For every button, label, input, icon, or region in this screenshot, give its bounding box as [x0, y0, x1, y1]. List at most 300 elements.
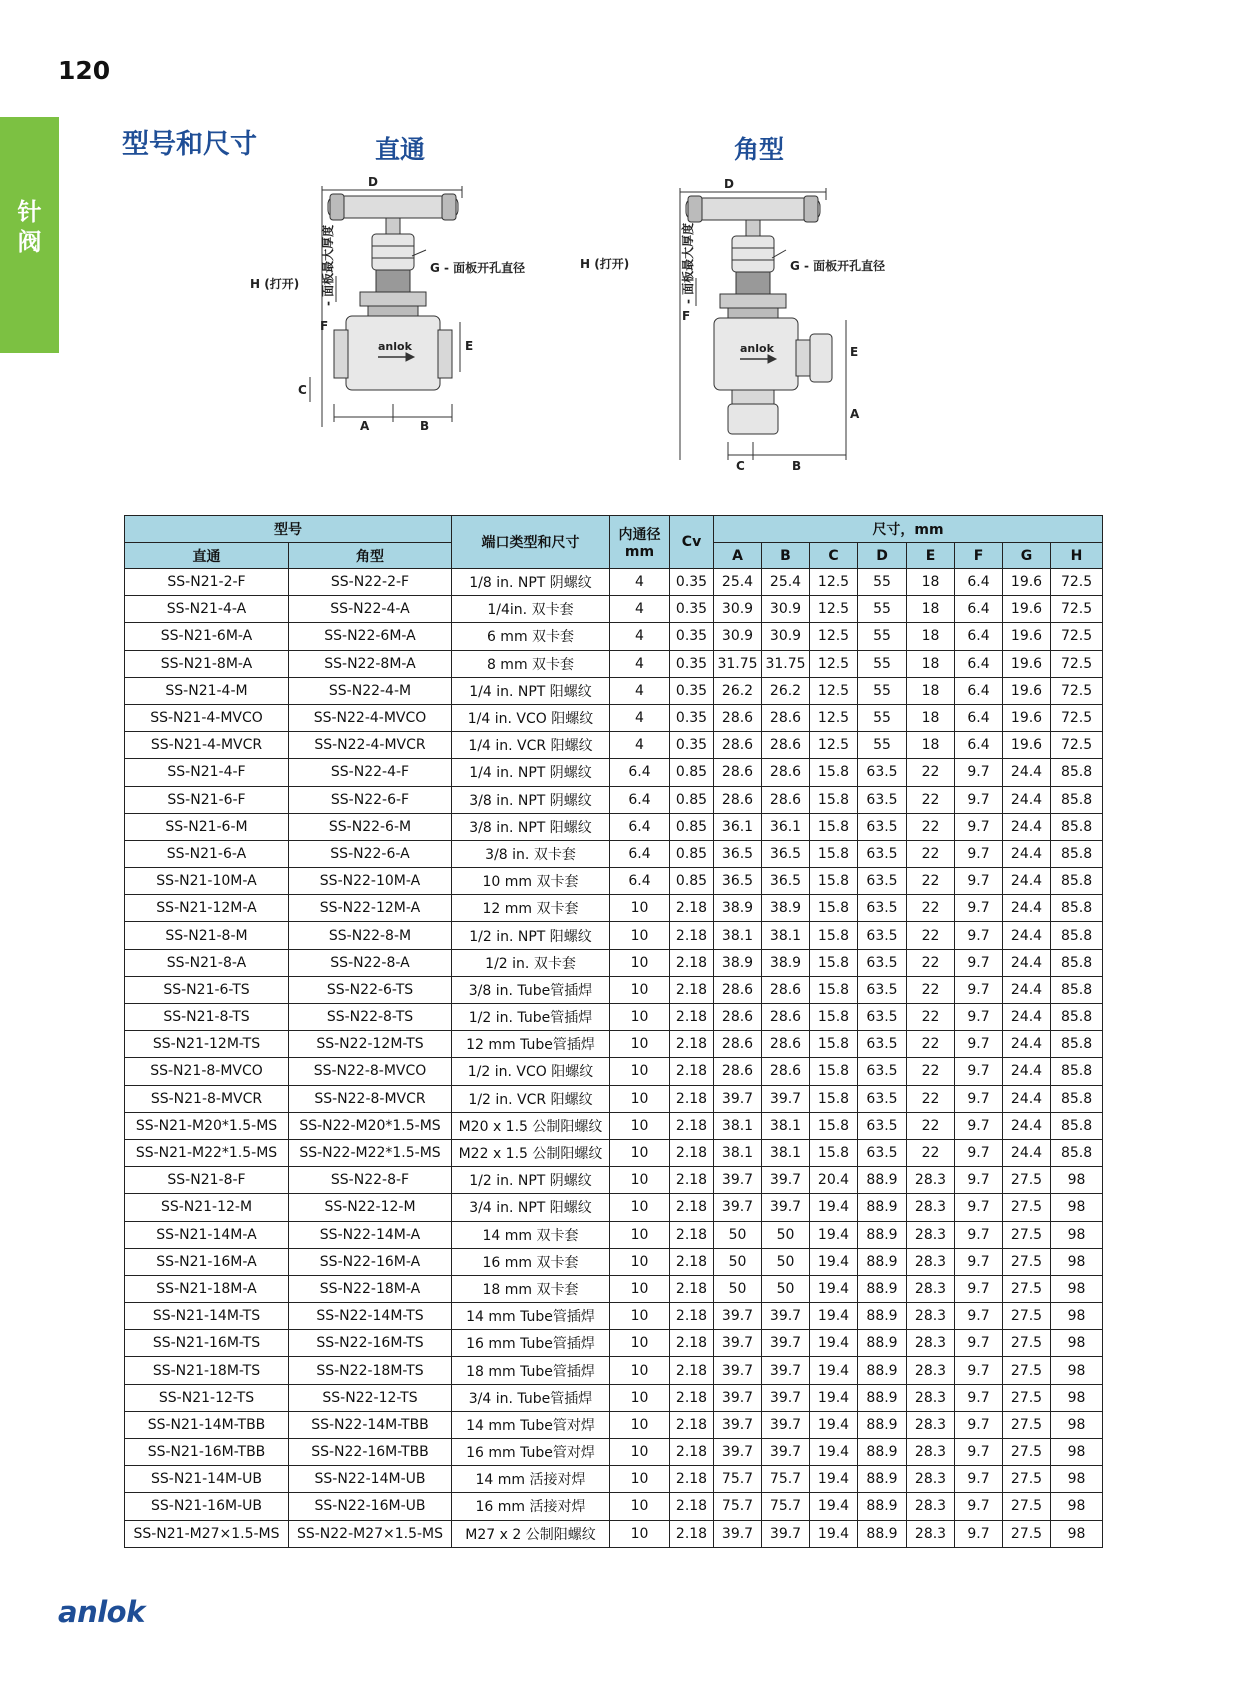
cell-dim-g: 27.5 [1003, 1439, 1051, 1466]
cell-dim-f: 9.7 [955, 1357, 1003, 1384]
cell-dim-f: 9.7 [955, 1384, 1003, 1411]
cell-dim-g: 27.5 [1003, 1275, 1051, 1302]
cell-cv: 2.18 [670, 1031, 714, 1058]
cell-dim-f: 9.7 [955, 1493, 1003, 1520]
cell-dim-d: 63.5 [858, 949, 907, 976]
cell-bore: 10 [610, 895, 670, 922]
cell-port: 16 mm Tube管对焊 [452, 1439, 610, 1466]
cell-dim-d: 88.9 [858, 1167, 907, 1194]
cell-dim-c: 15.8 [810, 895, 858, 922]
cell-dim-b: 38.1 [762, 1139, 810, 1166]
cell-dim-h: 98 [1051, 1466, 1103, 1493]
cell-cv: 2.18 [670, 1058, 714, 1085]
cell-dim-g: 27.5 [1003, 1384, 1051, 1411]
cell-dim-f: 9.7 [955, 813, 1003, 840]
cell-dim-c: 19.4 [810, 1248, 858, 1275]
cell-dim-g: 24.4 [1003, 759, 1051, 786]
cell-dim-a: 38.9 [714, 895, 762, 922]
side-tab [0, 117, 59, 353]
cell-dim-a: 38.1 [714, 1112, 762, 1139]
table-row [125, 949, 1103, 976]
cell-dim-b: 50 [762, 1248, 810, 1275]
cell-straight-model: SS-N21-2-F [125, 569, 289, 596]
cell-cv: 0.85 [670, 786, 714, 813]
cell-dim-d: 88.9 [858, 1275, 907, 1302]
cell-straight-model: SS-N21-14M-TS [125, 1303, 289, 1330]
side-tab-char-2: 阀 [17, 228, 42, 256]
cell-dim-c: 19.4 [810, 1330, 858, 1357]
cell-angle-model: SS-N22-14M-TBB [289, 1411, 452, 1438]
cell-dim-a: 28.6 [714, 1058, 762, 1085]
cell-dim-h: 85.8 [1051, 949, 1103, 976]
cell-dim-e: 28.3 [907, 1330, 955, 1357]
table-row [125, 1221, 1103, 1248]
cell-dim-h: 85.8 [1051, 1058, 1103, 1085]
cell-dim-h: 85.8 [1051, 1031, 1103, 1058]
cell-port: 16 mm 活接对焊 [452, 1493, 610, 1520]
cell-dim-h: 98 [1051, 1411, 1103, 1438]
cell-dim-f: 9.7 [955, 1520, 1003, 1547]
table-row [125, 1085, 1103, 1112]
cell-dim-b: 39.7 [762, 1330, 810, 1357]
cell-dim-g: 24.4 [1003, 840, 1051, 867]
cell-dim-b: 28.6 [762, 704, 810, 731]
header-dim-f: F [955, 543, 1003, 569]
cell-cv: 2.18 [670, 1194, 714, 1221]
cell-bore: 6.4 [610, 868, 670, 895]
table-row [125, 1303, 1103, 1330]
cell-dim-e: 28.3 [907, 1167, 955, 1194]
cell-dim-b: 26.2 [762, 677, 810, 704]
label-e: E [465, 339, 474, 353]
header-dims: 尺寸，mm [714, 516, 1103, 543]
cell-dim-a: 38.9 [714, 949, 762, 976]
cell-dim-d: 63.5 [858, 840, 907, 867]
cell-dim-e: 18 [907, 596, 955, 623]
cell-cv: 2.18 [670, 1439, 714, 1466]
cell-straight-model: SS-N21-8-F [125, 1167, 289, 1194]
cell-dim-e: 22 [907, 1031, 955, 1058]
table-row [125, 732, 1103, 759]
cell-dim-g: 24.4 [1003, 976, 1051, 1003]
cell-dim-h: 85.8 [1051, 976, 1103, 1003]
label-f: F [320, 319, 329, 333]
cell-bore: 10 [610, 1357, 670, 1384]
cell-dim-c: 19.4 [810, 1384, 858, 1411]
table-row [125, 1058, 1103, 1085]
cell-dim-e: 28.3 [907, 1357, 955, 1384]
label-a: A [360, 419, 370, 433]
cell-dim-e: 28.3 [907, 1221, 955, 1248]
cell-dim-b: 25.4 [762, 569, 810, 596]
cell-cv: 2.18 [670, 1221, 714, 1248]
cell-dim-g: 19.6 [1003, 569, 1051, 596]
table-row [125, 840, 1103, 867]
cell-port: 16 mm Tube管插焊 [452, 1330, 610, 1357]
cell-dim-g: 19.6 [1003, 704, 1051, 731]
header-bore [610, 516, 670, 569]
cell-angle-model: SS-N22-18M-A [289, 1275, 452, 1302]
cell-dim-c: 19.4 [810, 1411, 858, 1438]
page-number: 120 [58, 56, 111, 85]
cell-bore: 10 [610, 1411, 670, 1438]
cell-straight-model: SS-N21-10M-A [125, 868, 289, 895]
cell-dim-d: 63.5 [858, 786, 907, 813]
cell-angle-model: SS-N22-12M-TS [289, 1031, 452, 1058]
cell-angle-model: SS-N22-4-M [289, 677, 452, 704]
cell-cv: 0.35 [670, 704, 714, 731]
table-row [125, 1466, 1103, 1493]
cell-dim-f: 9.7 [955, 976, 1003, 1003]
header-port: 端口类型和尺寸 [452, 516, 610, 569]
cell-angle-model: SS-N22-14M-TS [289, 1303, 452, 1330]
angle-diagram-title: 角型 [734, 135, 785, 164]
angle-label-h: H (打开) [580, 257, 630, 271]
cell-dim-c: 12.5 [810, 596, 858, 623]
cell-dim-h: 98 [1051, 1248, 1103, 1275]
cell-angle-model: SS-N22-8-TS [289, 1004, 452, 1031]
cell-dim-h: 98 [1051, 1194, 1103, 1221]
label-d: D [368, 175, 378, 189]
label-b: B [420, 419, 430, 433]
cell-dim-a: 28.6 [714, 732, 762, 759]
cell-dim-d: 88.9 [858, 1439, 907, 1466]
cell-dim-a: 28.6 [714, 976, 762, 1003]
cell-dim-b: 38.1 [762, 1112, 810, 1139]
cell-dim-f: 9.7 [955, 840, 1003, 867]
cell-dim-a: 25.4 [714, 569, 762, 596]
cell-dim-f: 6.4 [955, 704, 1003, 731]
cell-dim-h: 98 [1051, 1330, 1103, 1357]
cell-cv: 0.35 [670, 732, 714, 759]
cell-dim-h: 72.5 [1051, 596, 1103, 623]
cell-dim-b: 50 [762, 1221, 810, 1248]
cell-bore: 10 [610, 1248, 670, 1275]
cell-cv: 2.18 [670, 1112, 714, 1139]
cell-dim-c: 15.8 [810, 1112, 858, 1139]
cell-bore: 10 [610, 1194, 670, 1221]
cell-dim-c: 15.8 [810, 813, 858, 840]
header-straight: 直通 [125, 543, 289, 569]
cell-port: 1/4 in. NPT 阴螺纹 [452, 759, 610, 786]
cell-straight-model: SS-N21-4-MVCO [125, 704, 289, 731]
cell-dim-a: 39.7 [714, 1357, 762, 1384]
side-tab-char-1: 针 [17, 198, 42, 226]
table-row [125, 786, 1103, 813]
cell-dim-f: 9.7 [955, 1139, 1003, 1166]
table-row [125, 1384, 1103, 1411]
cell-dim-d: 55 [858, 569, 907, 596]
cell-dim-h: 85.8 [1051, 840, 1103, 867]
cell-dim-f: 9.7 [955, 786, 1003, 813]
cell-dim-h: 85.8 [1051, 786, 1103, 813]
cell-dim-f: 9.7 [955, 868, 1003, 895]
cell-dim-g: 27.5 [1003, 1221, 1051, 1248]
cell-port: 1/8 in. NPT 阴螺纹 [452, 569, 610, 596]
cell-dim-a: 39.7 [714, 1303, 762, 1330]
cell-straight-model: SS-N21-8-M [125, 922, 289, 949]
table-row [125, 1411, 1103, 1438]
cell-angle-model: SS-N22-6-F [289, 786, 452, 813]
cell-dim-d: 88.9 [858, 1221, 907, 1248]
cell-dim-a: 39.7 [714, 1194, 762, 1221]
cell-cv: 0.35 [670, 623, 714, 650]
cell-bore: 10 [610, 1330, 670, 1357]
cell-straight-model: SS-N21-14M-A [125, 1221, 289, 1248]
cell-angle-model: SS-N22-6-TS [289, 976, 452, 1003]
cell-port: 1/4 in. VCR 阳螺纹 [452, 732, 610, 759]
cell-dim-d: 63.5 [858, 976, 907, 1003]
cell-dim-a: 28.6 [714, 704, 762, 731]
spec-table-body [125, 569, 1103, 1548]
cell-bore: 10 [610, 1275, 670, 1302]
cell-dim-h: 72.5 [1051, 650, 1103, 677]
brand-logo: anlok [58, 1595, 145, 1629]
cell-port: 1/2 in. 双卡套 [452, 949, 610, 976]
table-row [125, 1493, 1103, 1520]
cell-dim-g: 24.4 [1003, 949, 1051, 976]
cell-dim-h: 72.5 [1051, 569, 1103, 596]
cell-dim-c: 12.5 [810, 623, 858, 650]
cell-straight-model: SS-N21-4-M [125, 677, 289, 704]
cell-dim-g: 27.5 [1003, 1330, 1051, 1357]
cell-bore: 10 [610, 1493, 670, 1520]
table-row [125, 677, 1103, 704]
cell-dim-a: 30.9 [714, 596, 762, 623]
cell-dim-g: 27.5 [1003, 1303, 1051, 1330]
cell-cv: 0.35 [670, 677, 714, 704]
cell-dim-e: 22 [907, 949, 955, 976]
cell-dim-c: 19.4 [810, 1194, 858, 1221]
cell-dim-c: 15.8 [810, 840, 858, 867]
cell-dim-f: 9.7 [955, 922, 1003, 949]
cell-dim-a: 75.7 [714, 1493, 762, 1520]
cell-angle-model: SS-N22-4-MVCR [289, 732, 452, 759]
angle-valve-diagram [580, 170, 940, 480]
cell-bore: 4 [610, 623, 670, 650]
cell-dim-a: 39.7 [714, 1520, 762, 1547]
cell-dim-g: 27.5 [1003, 1411, 1051, 1438]
cell-dim-e: 22 [907, 759, 955, 786]
cell-dim-a: 36.5 [714, 868, 762, 895]
cell-dim-c: 20.4 [810, 1167, 858, 1194]
cell-dim-g: 19.6 [1003, 677, 1051, 704]
cell-bore: 10 [610, 1167, 670, 1194]
header-dim-b: B [762, 543, 810, 569]
cell-bore: 10 [610, 1520, 670, 1547]
angle-label-a: A [850, 407, 860, 421]
cell-dim-g: 24.4 [1003, 1004, 1051, 1031]
cell-port: 3/8 in. NPT 阴螺纹 [452, 786, 610, 813]
cell-dim-a: 50 [714, 1221, 762, 1248]
cell-dim-h: 85.8 [1051, 1139, 1103, 1166]
table-row [125, 976, 1103, 1003]
cell-bore: 4 [610, 704, 670, 731]
cell-bore: 10 [610, 922, 670, 949]
cell-dim-e: 28.3 [907, 1411, 955, 1438]
cell-dim-d: 88.9 [858, 1411, 907, 1438]
table-row [125, 759, 1103, 786]
section-title: 型号和尺寸 [122, 129, 257, 160]
cell-angle-model: SS-N22-8-MVCR [289, 1085, 452, 1112]
table-row [125, 1112, 1103, 1139]
cell-cv: 2.18 [670, 1167, 714, 1194]
table-row [125, 623, 1103, 650]
cell-dim-g: 27.5 [1003, 1167, 1051, 1194]
cell-cv: 2.18 [670, 1466, 714, 1493]
cell-dim-h: 85.8 [1051, 1112, 1103, 1139]
cell-port: 14 mm Tube管插焊 [452, 1303, 610, 1330]
cell-bore: 6.4 [610, 840, 670, 867]
cell-dim-d: 63.5 [858, 1139, 907, 1166]
cell-dim-d: 55 [858, 596, 907, 623]
cell-dim-h: 98 [1051, 1384, 1103, 1411]
cell-dim-h: 72.5 [1051, 623, 1103, 650]
cell-dim-d: 63.5 [858, 868, 907, 895]
cell-dim-f: 6.4 [955, 569, 1003, 596]
cell-straight-model: SS-N21-6-A [125, 840, 289, 867]
cell-dim-e: 18 [907, 569, 955, 596]
cell-dim-d: 88.9 [858, 1520, 907, 1547]
cell-dim-g: 24.4 [1003, 1139, 1051, 1166]
cell-dim-h: 85.8 [1051, 922, 1103, 949]
angle-label-d: D [724, 177, 734, 191]
cell-cv: 2.18 [670, 1384, 714, 1411]
cell-dim-f: 9.7 [955, 1031, 1003, 1058]
cell-dim-a: 38.1 [714, 1139, 762, 1166]
label-g: G - 面板开孔直径 [430, 261, 526, 275]
valve-logo: anlok [378, 340, 412, 353]
table-row [125, 704, 1103, 731]
cell-dim-e: 22 [907, 1085, 955, 1112]
cell-port: 1/4 in. VCO 阳螺纹 [452, 704, 610, 731]
cell-dim-d: 63.5 [858, 813, 907, 840]
cell-cv: 2.18 [670, 949, 714, 976]
cell-dim-e: 22 [907, 813, 955, 840]
cell-port: 1/2 in. Tube管插焊 [452, 1004, 610, 1031]
header-dim-h: H [1051, 543, 1103, 569]
cell-port: 1/4 in. NPT 阳螺纹 [452, 677, 610, 704]
cell-angle-model: SS-N22-8-A [289, 949, 452, 976]
cell-angle-model: SS-N22-8-MVCO [289, 1058, 452, 1085]
cell-dim-h: 98 [1051, 1221, 1103, 1248]
cell-straight-model: SS-N21-M20*1.5-MS [125, 1112, 289, 1139]
cell-cv: 2.18 [670, 1248, 714, 1275]
cell-port: 14 mm Tube管对焊 [452, 1411, 610, 1438]
table-row [125, 1139, 1103, 1166]
cell-dim-h: 72.5 [1051, 704, 1103, 731]
cell-angle-model: SS-N22-16M-UB [289, 1493, 452, 1520]
cell-bore: 10 [610, 1085, 670, 1112]
cell-dim-g: 19.6 [1003, 650, 1051, 677]
cell-dim-h: 98 [1051, 1167, 1103, 1194]
table-row [125, 1439, 1103, 1466]
cell-dim-d: 63.5 [858, 1004, 907, 1031]
cell-cv: 2.18 [670, 922, 714, 949]
table-row [125, 813, 1103, 840]
cell-dim-b: 39.7 [762, 1357, 810, 1384]
cell-angle-model: SS-N22-6-M [289, 813, 452, 840]
cell-port: 3/8 in. NPT 阳螺纹 [452, 813, 610, 840]
cell-dim-c: 15.8 [810, 922, 858, 949]
cell-cv: 2.18 [670, 1085, 714, 1112]
cell-dim-h: 85.8 [1051, 895, 1103, 922]
cell-straight-model: SS-N21-12-M [125, 1194, 289, 1221]
cell-dim-d: 88.9 [858, 1194, 907, 1221]
cell-dim-b: 30.9 [762, 623, 810, 650]
table-row [125, 1004, 1103, 1031]
table-row [125, 895, 1103, 922]
table-row [125, 1357, 1103, 1384]
cell-port: 18 mm 双卡套 [452, 1275, 610, 1302]
cell-dim-b: 28.6 [762, 732, 810, 759]
cell-straight-model: SS-N21-14M-TBB [125, 1411, 289, 1438]
cell-dim-e: 28.3 [907, 1384, 955, 1411]
table-row [125, 650, 1103, 677]
cell-cv: 0.35 [670, 569, 714, 596]
cell-dim-a: 36.5 [714, 840, 762, 867]
cell-straight-model: SS-N21-18M-TS [125, 1357, 289, 1384]
cell-dim-a: 39.7 [714, 1411, 762, 1438]
cell-dim-d: 63.5 [858, 759, 907, 786]
cell-dim-a: 39.7 [714, 1330, 762, 1357]
cell-dim-b: 75.7 [762, 1466, 810, 1493]
cell-dim-e: 28.3 [907, 1520, 955, 1547]
cell-dim-b: 28.6 [762, 976, 810, 1003]
cell-dim-a: 39.7 [714, 1439, 762, 1466]
cell-dim-e: 28.3 [907, 1466, 955, 1493]
cell-port: 12 mm Tube管插焊 [452, 1031, 610, 1058]
header-cv: Cv [670, 516, 714, 569]
cell-straight-model: SS-N21-8-A [125, 949, 289, 976]
cell-angle-model: SS-N22-8-M [289, 922, 452, 949]
cell-dim-g: 19.6 [1003, 732, 1051, 759]
cell-port: 16 mm 双卡套 [452, 1248, 610, 1275]
cell-dim-c: 19.4 [810, 1439, 858, 1466]
cell-dim-b: 28.6 [762, 1058, 810, 1085]
cell-dim-b: 39.7 [762, 1085, 810, 1112]
cell-dim-d: 88.9 [858, 1357, 907, 1384]
cell-dim-h: 85.8 [1051, 813, 1103, 840]
cell-dim-c: 15.8 [810, 1139, 858, 1166]
cell-angle-model: SS-N22-16M-A [289, 1248, 452, 1275]
cell-dim-d: 88.9 [858, 1330, 907, 1357]
cell-dim-h: 98 [1051, 1520, 1103, 1547]
cell-dim-c: 19.4 [810, 1275, 858, 1302]
cell-bore: 10 [610, 976, 670, 1003]
cell-dim-f: 6.4 [955, 623, 1003, 650]
cell-dim-a: 30.9 [714, 623, 762, 650]
cell-straight-model: SS-N21-18M-A [125, 1275, 289, 1302]
cell-dim-b: 39.7 [762, 1194, 810, 1221]
cell-dim-g: 24.4 [1003, 922, 1051, 949]
cell-angle-model: SS-N22-6M-A [289, 623, 452, 650]
cell-dim-g: 24.4 [1003, 1085, 1051, 1112]
cell-angle-model: SS-N22-M22*1.5-MS [289, 1139, 452, 1166]
cell-dim-f: 9.7 [955, 1411, 1003, 1438]
cell-angle-model: SS-N22-12M-A [289, 895, 452, 922]
cell-straight-model: SS-N21-4-MVCR [125, 732, 289, 759]
cell-dim-g: 27.5 [1003, 1520, 1051, 1547]
cell-dim-f: 9.7 [955, 1004, 1003, 1031]
cell-dim-b: 36.5 [762, 868, 810, 895]
cell-dim-e: 22 [907, 895, 955, 922]
cell-dim-f: 9.7 [955, 1439, 1003, 1466]
cell-dim-f: 9.7 [955, 1085, 1003, 1112]
cell-dim-f: 9.7 [955, 1275, 1003, 1302]
cell-dim-d: 55 [858, 650, 907, 677]
cell-bore: 10 [610, 1466, 670, 1493]
